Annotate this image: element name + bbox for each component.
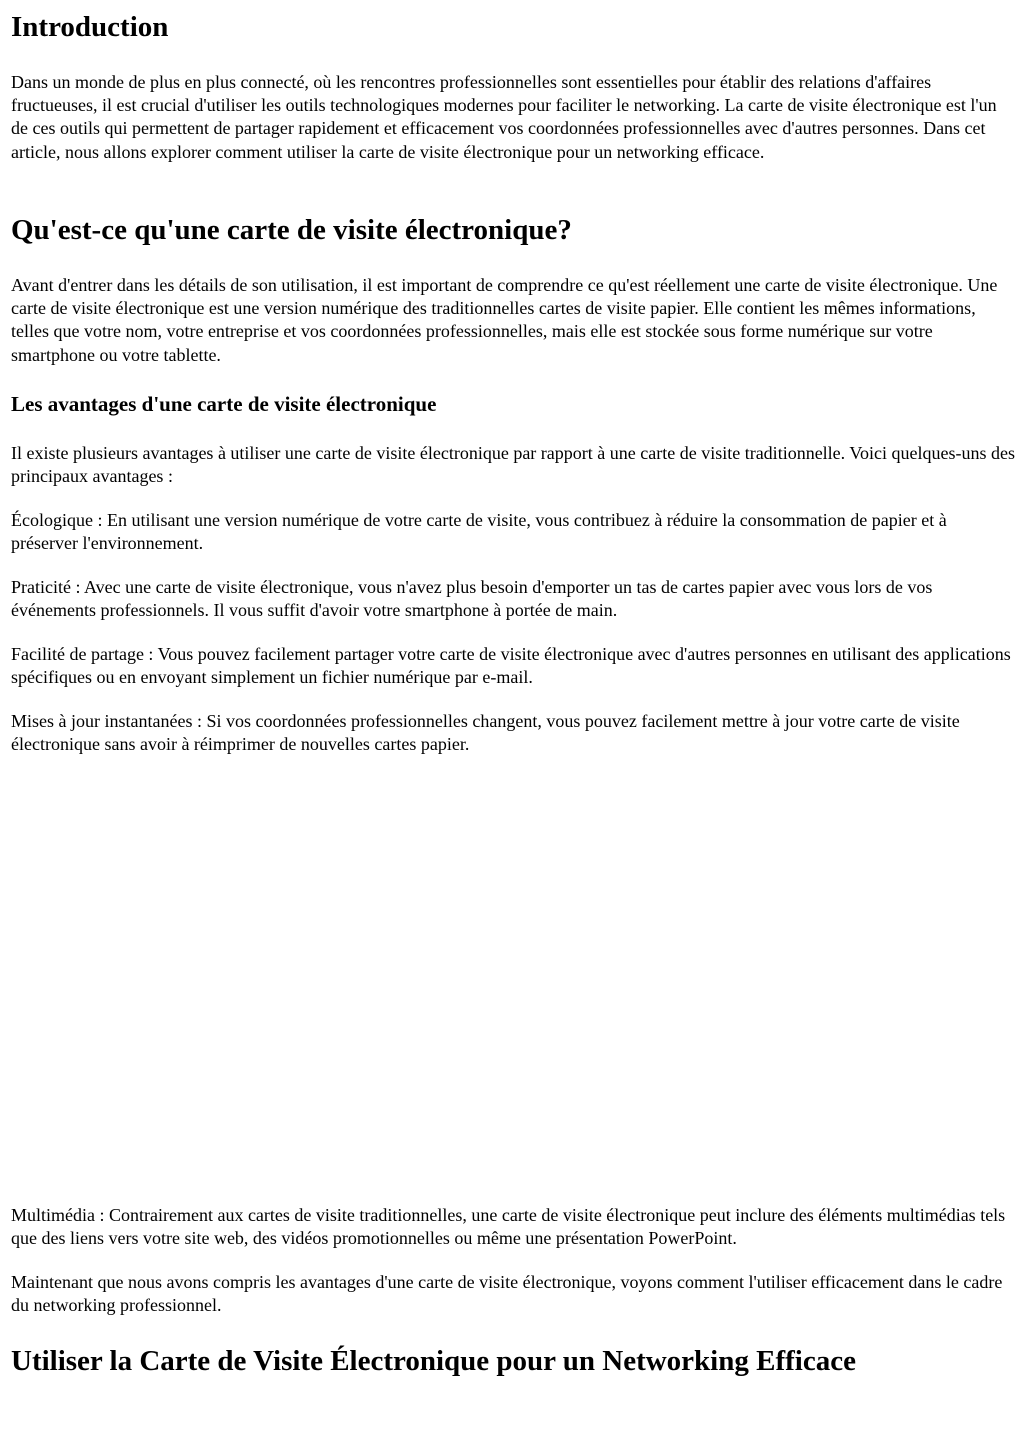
advantage-mises-a-jour: Mises à jour instantanées : Si vos coordonnées professionnelles changent, vous pouvez facilement mettre à jour votre carte de visite électronique sans avoir à réimprimer de nouvelles cartes papier. (11, 711, 960, 755)
advantage-praticite: Praticité : Avec une carte de visite électronique, vous n'avez plus besoin d'emporter un tas de cartes papier avec vous lors de vos événements professionnels. Il vous suffit d'avoir votre smartphone à portée de main. (11, 577, 933, 621)
advantage-partage: Facilité de partage : Vous pouvez facilement partager votre carte de visite électronique avec d'autres personnes en utilisant des applications spécifiques ou en envoyant simplement un fichier numérique par e-mail. (11, 644, 1011, 688)
heading-usage: Utiliser la Carte de Visite Électronique pour un Networking Efficace (11, 1345, 856, 1377)
paragraph-introduction: Dans un monde de plus en plus connecté, où les rencontres professionnelles sont essentielles pour établir des relations d'affaires fructueuses, il est crucial d'utiliser les outils technologiques modernes pour faciliter le networking. La carte de visite électronique est l'un de ces outils qui permettent de partager rapidement et efficacement vos coordonnées professionnelles avec d'autres personnes. Dans cet article, nous allons explorer comment utiliser la carte de visite électronique pour un networking efficace. (11, 72, 997, 162)
paragraph-transition: Maintenant que nous avons compris les avantages d'une carte de visite électronique, voyons comment l'utiliser efficacement dans le cadre du networking professionnel. (11, 1272, 1003, 1316)
paragraph-what-is: Avant d'entrer dans les détails de son utilisation, il est important de comprendre ce qu'est réellement une carte de visite électronique. Une carte de visite électronique est une version numérique des traditionnelles cartes de visite papier. Elle contient les mêmes informations, telles que votre nom, votre entreprise et vos coordonnées professionnelles, mais elle est stockée sous forme numérique sur votre smartphone ou votre tablette. (11, 275, 998, 365)
advantage-multimedia: Multimédia : Contrairement aux cartes de visite traditionnelles, une carte de visite électronique peut inclure des éléments multimédias tels que des liens vers votre site web, des vidéos promotionnelles ou même une présentation PowerPoint. (11, 1205, 1006, 1249)
heading-advantages: Les avantages d'une carte de visite électronique (11, 392, 437, 416)
heading-introduction: Introduction (11, 11, 169, 43)
advantage-ecologique: Écologique : En utilisant une version numérique de votre carte de visite, vous contribuez à réduire la consommation de papier et à préserver l'environnement. (11, 510, 947, 554)
paragraph-advantages-intro: Il existe plusieurs avantages à utiliser une carte de visite électronique par rapport à une carte de visite traditionnelle. Voici quelques-uns des principaux avantages : (11, 443, 1015, 487)
heading-what-is: Qu'est-ce qu'une carte de visite électronique? (11, 214, 572, 246)
